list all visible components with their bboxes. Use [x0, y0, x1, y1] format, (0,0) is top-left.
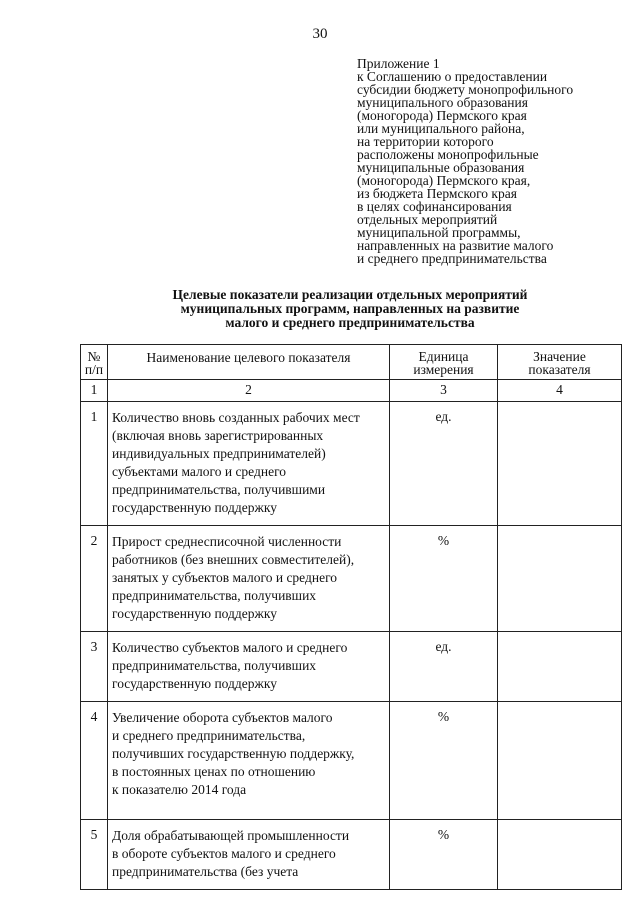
indicator-value	[498, 402, 622, 526]
table-row	[81, 702, 622, 820]
header-name-text: Наименование целевого показателя	[146, 350, 351, 365]
header-unit	[390, 345, 498, 380]
indicator-name-line: работников (без внешних совместителей),	[112, 552, 355, 567]
column-number: 3	[390, 380, 498, 402]
indicator-value	[498, 820, 622, 890]
appendix-block	[357, 57, 627, 265]
header-unit-line1: Единица	[418, 349, 469, 364]
indicator-name-line: предпринимательства, получивших	[112, 658, 317, 673]
table-row	[81, 820, 622, 890]
appendix-line: или муниципального района,	[357, 121, 525, 136]
indicator-name-line: субъектами малого и среднего	[112, 464, 287, 479]
indicator-name-line: индивидуальных предпринимателей)	[112, 446, 326, 461]
row-number: 2	[81, 526, 108, 632]
indicator-name-line: Доля обрабатывающей промышленности	[112, 828, 350, 843]
indicator-name-line: государственную поддержку	[112, 500, 277, 515]
heading-line: Целевые показатели реализации отдельных мероприятий	[172, 287, 528, 302]
header-number	[81, 345, 108, 380]
column-number: 2	[108, 380, 390, 402]
indicator-name-line: Увеличение оборота субъектов малого	[112, 710, 333, 725]
row-number: 4	[81, 702, 108, 820]
column-number: 1	[81, 380, 108, 402]
appendix-line: направленных на развитие малого	[357, 238, 554, 253]
appendix-line: расположены монопрофильные	[357, 147, 539, 162]
appendix-line: (моногорода) Пермского края	[357, 108, 527, 123]
indicator-name-line: и среднего предпринимательства,	[112, 728, 306, 743]
column-number: 4	[498, 380, 622, 402]
appendix-line: и среднего предпринимательства	[357, 251, 547, 266]
appendix-line: субсидии бюджету монопрофильного	[357, 82, 574, 97]
indicator-name-line: к показателю 2014 года	[112, 782, 247, 797]
indicator-name-line: предпринимательства, получивших	[112, 588, 317, 603]
indicator-name-line: предпринимательства, получившими	[112, 482, 326, 497]
document-heading	[100, 288, 600, 330]
indicator-name	[108, 702, 390, 820]
indicator-name-line: Количество вновь созданных рабочих мест	[112, 410, 360, 425]
unit-of-measure: %	[390, 820, 498, 890]
appendix-line: (моногорода) Пермского края,	[357, 173, 531, 188]
heading-line: малого и среднего предпринимательства	[225, 315, 475, 330]
row-number: 3	[81, 632, 108, 702]
header-number-line1: №	[87, 349, 101, 364]
row-number: 1	[81, 402, 108, 526]
indicator-name	[108, 402, 390, 526]
appendix-line: муниципальной программы,	[357, 225, 521, 240]
row-number: 5	[81, 820, 108, 890]
indicator-name-line: государственную поддержку	[112, 676, 277, 691]
appendix-line: в целях софинансирования	[357, 199, 512, 214]
table-header-row	[81, 345, 622, 380]
column-numbers-row	[81, 380, 622, 402]
unit-of-measure: ед.	[390, 402, 498, 526]
header-value-line2: показателя	[528, 362, 591, 377]
unit-of-measure: %	[390, 702, 498, 820]
indicator-name	[108, 632, 390, 702]
indicator-name	[108, 526, 390, 632]
unit-of-measure: ед.	[390, 632, 498, 702]
table-row	[81, 402, 622, 526]
appendix-line: муниципальные образования	[357, 160, 525, 175]
appendix-line: отдельных мероприятий	[357, 212, 498, 227]
table-row	[81, 526, 622, 632]
header-value	[498, 345, 622, 380]
unit-of-measure: %	[390, 526, 498, 632]
indicator-name-line: предпринимательства (без учета	[112, 864, 299, 879]
page-number: 30	[312, 26, 328, 42]
indicator-name-line: государственную поддержку	[112, 606, 277, 621]
header-unit-line2: измерения	[413, 362, 474, 377]
appendix-line: на территории которого	[357, 134, 494, 149]
table-row	[81, 632, 622, 702]
appendix-line: из бюджета Пермского края	[357, 186, 517, 201]
indicator-name-line: в обороте субъектов малого и среднего	[112, 846, 336, 861]
indicator-value	[498, 702, 622, 820]
indicator-name	[108, 820, 390, 890]
indicators-table	[80, 344, 622, 890]
indicator-name-line: (включая вновь зарегистрированных	[112, 428, 324, 443]
appendix-line: Приложение 1	[357, 56, 440, 71]
indicator-name-line: занятых у субъектов малого и среднего	[112, 570, 338, 585]
appendix-line: к Соглашению о предоставлении	[357, 69, 548, 84]
heading-line: муниципальных программ, направленных на развитие	[180, 301, 520, 316]
indicator-name-line: Количество субъектов малого и среднего	[112, 640, 348, 655]
indicator-name-line: в постоянных ценах по отношению	[112, 764, 316, 779]
indicator-name-line: Прирост среднесписочной численности	[112, 534, 342, 549]
appendix-line: муниципального образования	[357, 95, 528, 110]
indicator-value	[498, 632, 622, 702]
header-number-line2: п/п	[84, 362, 104, 377]
header-name	[108, 345, 390, 380]
indicator-name-line: получивших государственную поддержку,	[112, 746, 355, 761]
indicator-value	[498, 526, 622, 632]
header-value-line1: Значение	[533, 349, 586, 364]
